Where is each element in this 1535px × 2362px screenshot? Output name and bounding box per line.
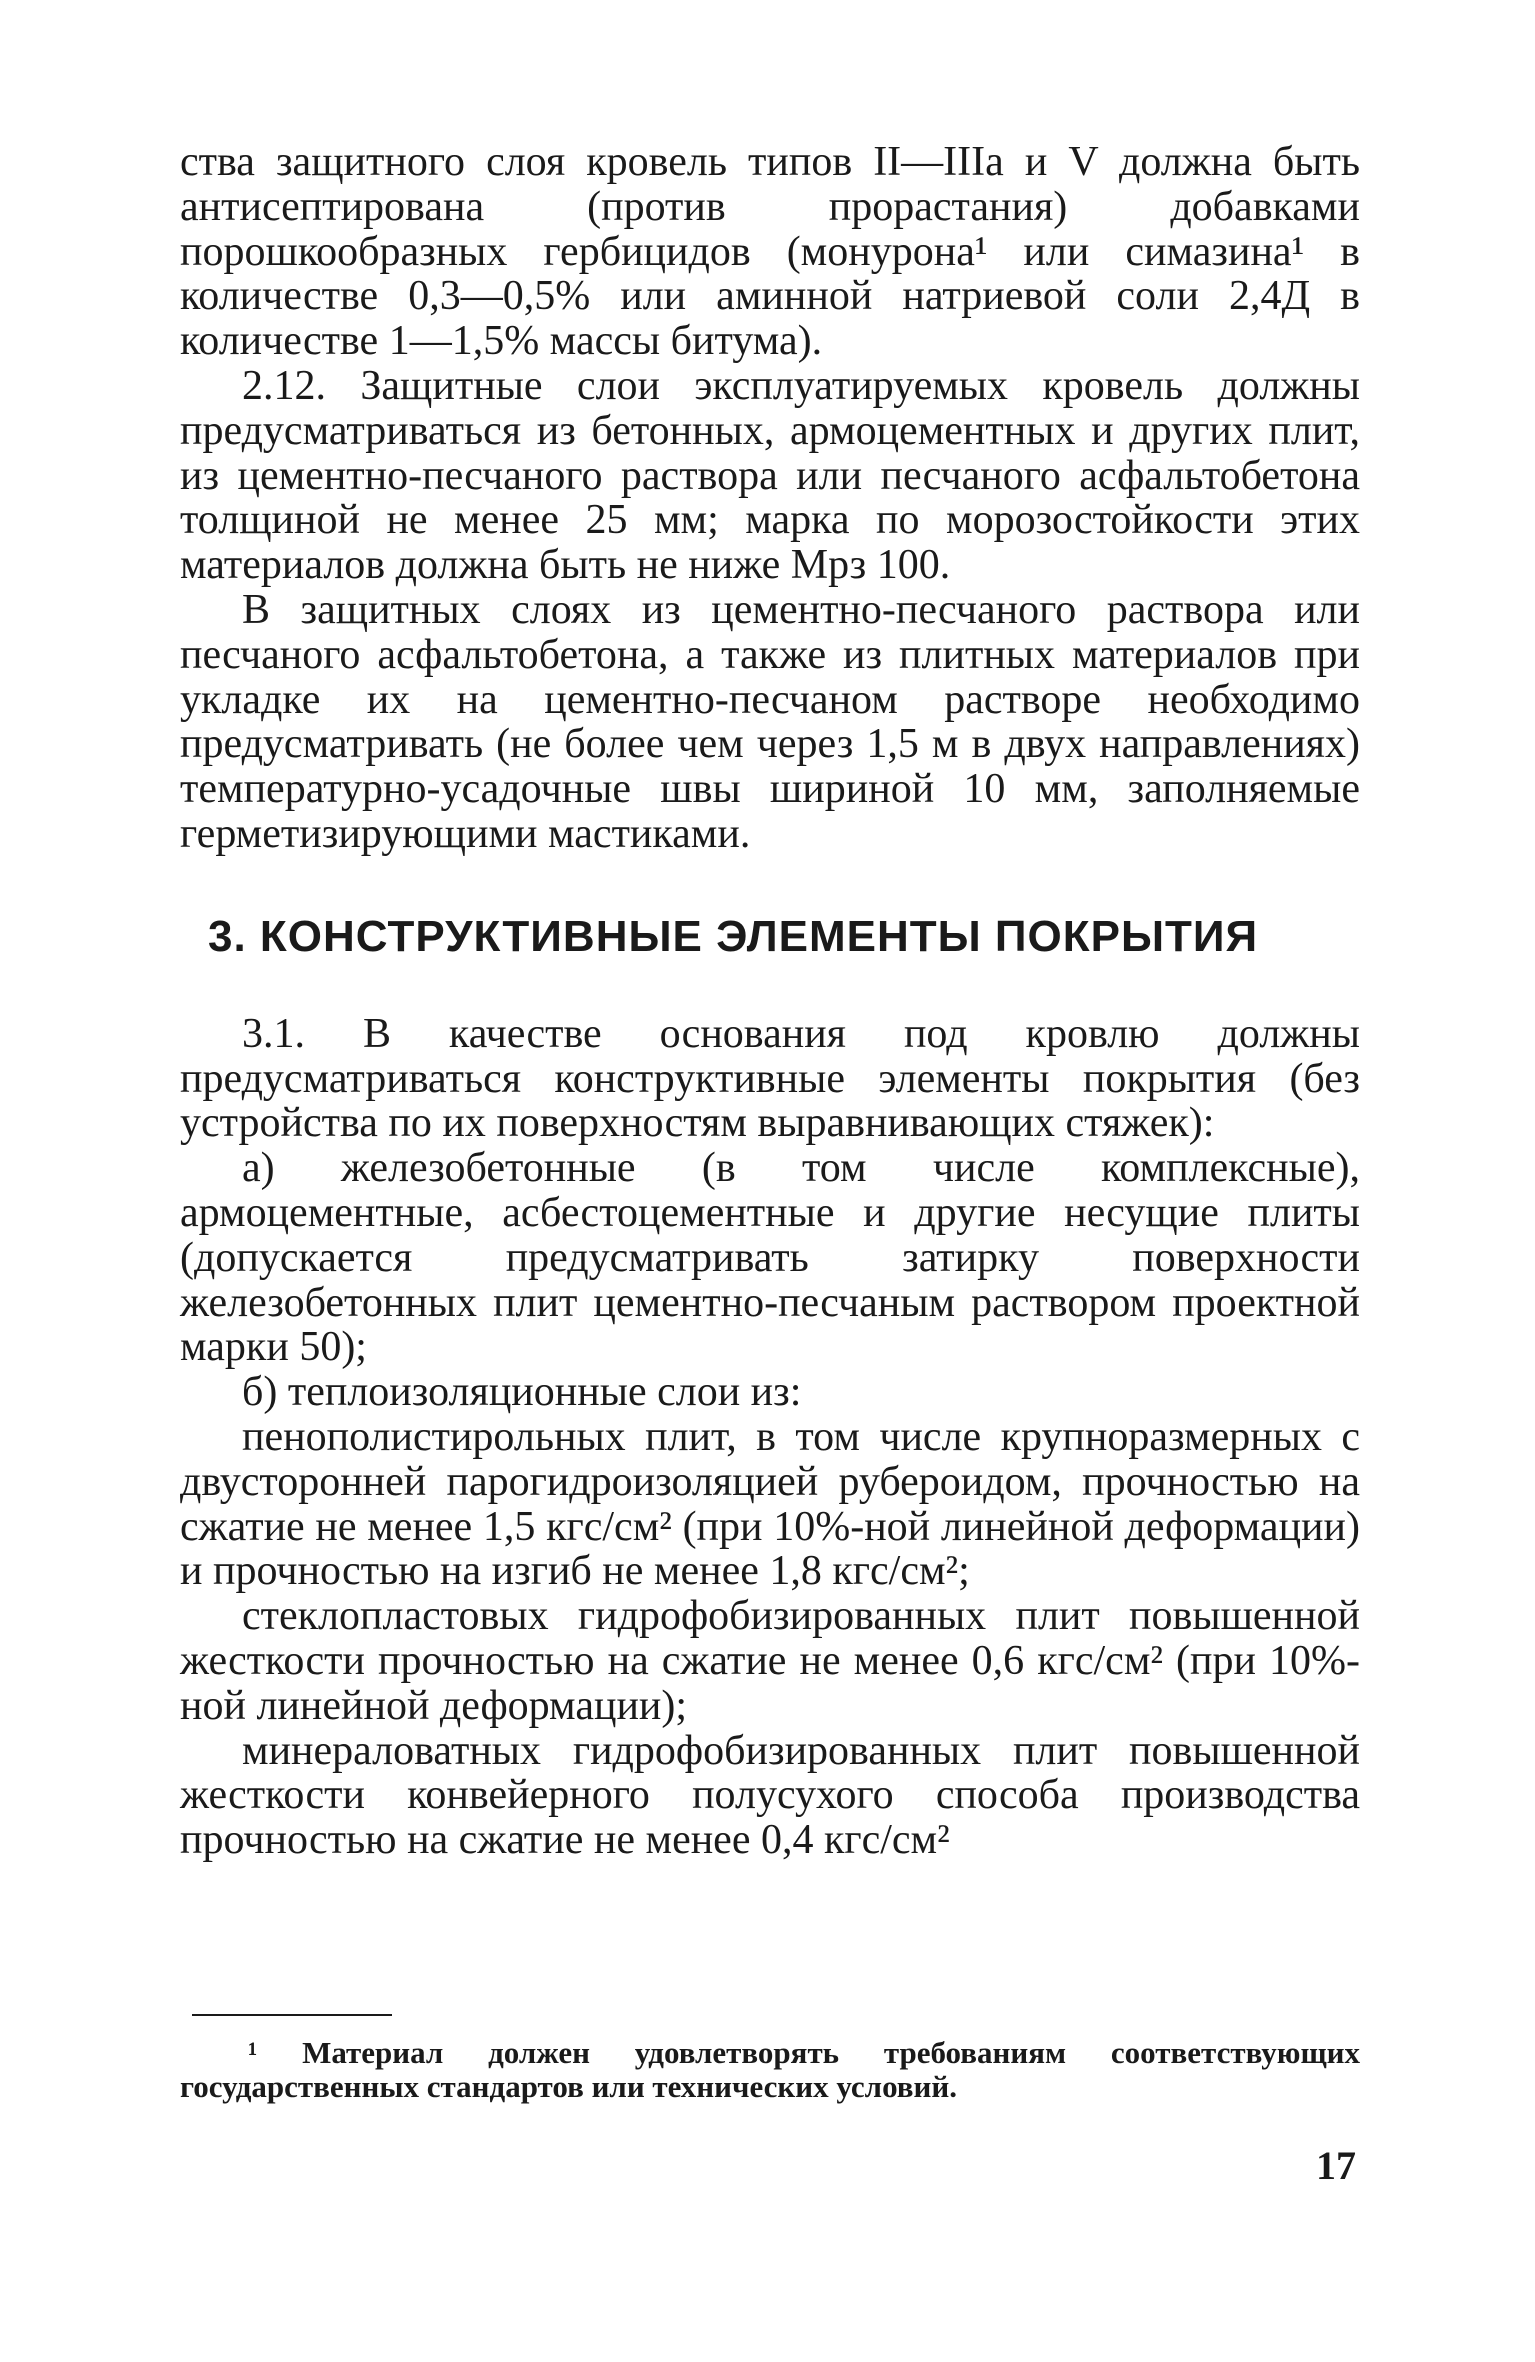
footnote-divider (192, 2014, 392, 2016)
page-number: 17 (1316, 2143, 1356, 2188)
section-heading: 3. КОНСТРУКТИВНЫЕ ЭЛЕМЕНТЫ ПОКРЫТИЯ (208, 911, 1259, 961)
paragraph-2-12: 2.12. Защитные слои эксплуатируемых кровель должны предусматриваться из бетонных, армоцементных и других плит, из цементно-песчаного раствора или песчаного асфальтобетона толщиной не менее 25 мм; марка по морозостойкости этих материалов должна быть не ниже Мрз 100. (180, 362, 1360, 589)
list-item-b: б) теплоизоляционные слои из: (242, 1369, 802, 1416)
subitem-mineral-wool: минераловатных гидрофобизированных плит повышенной жесткости конвейерного полусухого способа производства прочностью на сжатие не менее 0,4 кгс/см² (180, 1727, 1360, 1864)
subitem-polystyrene: пенополистирольных плит, в том числе крупноразмерных с двусторонней парогидроизоляцией рубероидом, прочностью на сжатие не менее 1,5 кгс/см² (при 10%-ной линейной деформации) и прочностью на изгиб не менее 1,8 кгс/см²; (180, 1413, 1360, 1595)
body-text (180, 140, 1360, 1863)
paragraph-continuation: ства защитного слоя кровель типов II—IIIа и V должна быть антисептирована (против прорастания) добавками порошкообразных гербицидов (монурона¹ или симазина¹ в количестве 0,3—0,5% или аминной натриевой соли 2,4Д в количестве 1—1,5% массы битума). (180, 139, 1360, 365)
subitem-fiberglass: стеклопластовых гидрофобизированных плит повышенной жесткости прочностью на сжатие не менее 0,6 кгс/см² (при 10%-ной линейной деформации); (180, 1593, 1360, 1729)
footnote: ¹ Материал должен удовлетворять требованиям соответствующих государственных стандартов или технических условий. (180, 2035, 1360, 2104)
paragraph-3-1: 3.1. В качестве основания под кровлю должны предусматриваться конструктивные элементы покрытия (без устройства по их поверхностям выравнивающих стяжек): (180, 1010, 1360, 1147)
paragraph-expansion-joints: В защитных слоях из цементно-песчаного раствора или песчаного асфальтобетона, а также из плитных материалов при укладке их на цементно-песчаном растворе необходимо предусматривать (не более чем через 1,5 м в двух направлениях) температурно-усадочные швы шириной 10 мм, заполняемые герметизирующими мастиками. (180, 586, 1360, 857)
list-item-a: а) железобетонные (в том числе комплексные), армоцементные, асбестоцементные и другие несущие плиты (допускается предусматривать затирку поверхности железобетонных плит цементно-песчаным раствором проектной марки 50); (180, 1145, 1360, 1371)
